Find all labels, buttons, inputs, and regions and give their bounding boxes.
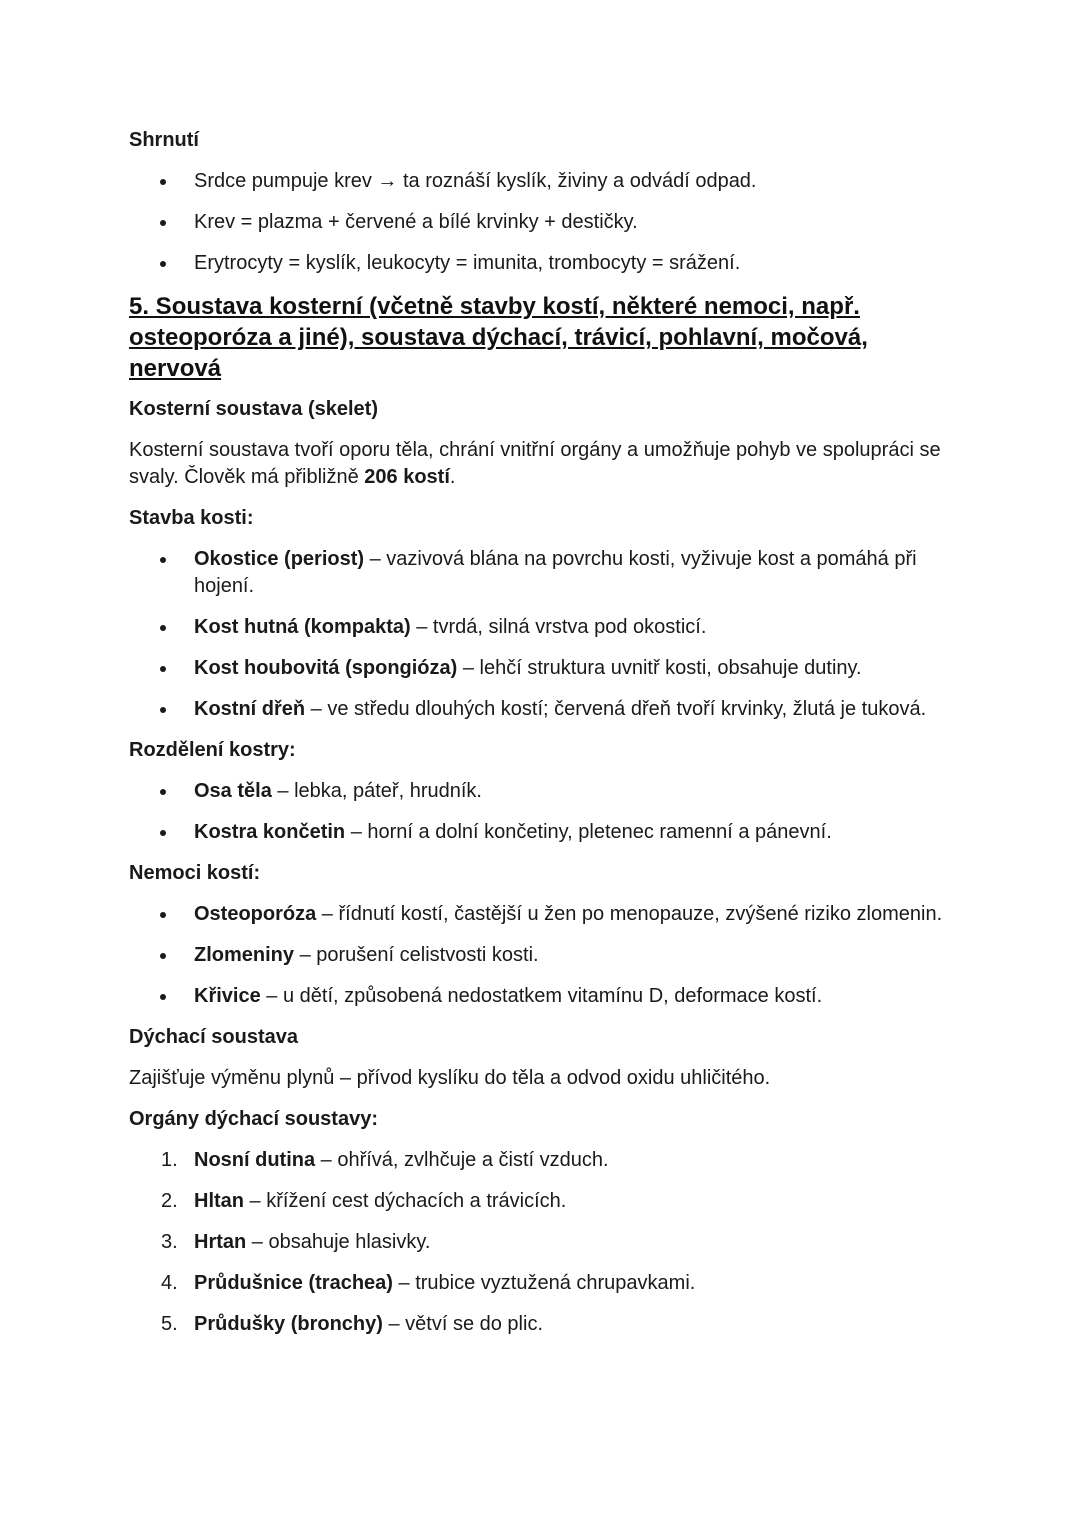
list-item xyxy=(129,901,959,928)
term: Hrtan xyxy=(194,1231,247,1253)
term: Kostní dřeň xyxy=(194,698,306,720)
item-number: 4. xyxy=(161,1272,178,1294)
list-item xyxy=(129,655,959,682)
list-item: Krev = plazma + červené a bílé krvinky + destičky. xyxy=(129,209,959,236)
term: Průdušky (bronchy) xyxy=(194,1313,383,1335)
term: Nosní dutina xyxy=(194,1149,316,1171)
list-item xyxy=(129,1311,959,1338)
organs-heading: Orgány dýchací soustavy: xyxy=(129,1108,378,1130)
description: – větví se do plic. xyxy=(382,1313,543,1335)
list-item: Erytrocyty = kyslík, leukocyty = imunita, trombocyty = srážení. xyxy=(129,250,959,277)
description: – porušení celistvosti kosti. xyxy=(294,944,539,966)
skeletal-intro xyxy=(129,437,959,491)
list-item xyxy=(129,1147,959,1174)
description: – horní a dolní končetiny, pletenec ramenní a pánevní. xyxy=(345,821,832,843)
skeletal-heading: Kosterní soustava (skelet) xyxy=(129,398,378,420)
term: Průdušnice (trachea) xyxy=(194,1272,393,1294)
description: – ohřívá, zvlhčuje a čistí vzduch. xyxy=(315,1149,609,1171)
term: Kost houbovitá (spongióza) xyxy=(194,657,458,679)
section-title: 5. Soustava kosterní (včetně stavby kostí, některé nemoci, např. osteoporóza a jiné), soustava dýchací, trávicí, pohlavní, močová, nervová xyxy=(129,293,868,382)
list-item xyxy=(129,546,959,600)
description: – obsahuje hlasivky. xyxy=(246,1231,431,1253)
list-item xyxy=(129,1229,959,1256)
term: Okostice (periost) xyxy=(194,548,365,570)
description: – lebka, páteř, hrudník. xyxy=(271,780,482,802)
organs-list xyxy=(129,1147,959,1338)
term: Zlomeniny xyxy=(194,944,295,966)
intro-bold: 206 kostí xyxy=(364,466,450,488)
list-item xyxy=(129,778,959,805)
respiratory-heading: Dýchací soustava xyxy=(129,1026,298,1048)
structure-list xyxy=(129,546,959,723)
list-item xyxy=(129,1188,959,1215)
item-number: 2. xyxy=(161,1190,178,1212)
structure-heading: Stavba kosti: xyxy=(129,507,254,529)
description: – tvrdá, silná vrstva pod okosticí. xyxy=(410,616,707,638)
list-item: Srdce pumpuje krev → ta roznáší kyslík, živiny a odvádí odpad. xyxy=(129,168,959,195)
item-number: 5. xyxy=(161,1313,178,1335)
item-number: 1. xyxy=(161,1149,178,1171)
respiratory-intro: Zajišťuje výměnu plynů – přívod kyslíku do těla a odvod oxidu uhličitého. xyxy=(129,1067,771,1089)
intro-text: Kosterní soustava tvoří oporu těla, chrání vnitřní orgány a umožňuje pohyb ve spolupráci se svaly. Člověk má přibližně xyxy=(129,439,941,488)
list-item xyxy=(129,1270,959,1297)
description: – vazivová blána na povrchu kosti, vyživuje kost a pomáhá při hojení. xyxy=(194,548,917,597)
description: – u dětí, způsobená nedostatkem vitamínu D, deformace kostí. xyxy=(260,985,823,1007)
description: – řídnutí kostí, častější u žen po menopauze, zvýšené riziko zlomenin. xyxy=(316,903,943,925)
item-number: 3. xyxy=(161,1231,178,1253)
description: – křížení cest dýchacích a trávicích. xyxy=(244,1190,567,1212)
division-heading: Rozdělení kostry: xyxy=(129,739,296,761)
term: Kostra končetin xyxy=(194,821,346,843)
division-list xyxy=(129,778,959,846)
term: Osa těla xyxy=(194,780,272,802)
term: Kost hutná (kompakta) xyxy=(194,616,411,638)
diseases-list xyxy=(129,901,959,1010)
diseases-heading: Nemoci kostí: xyxy=(129,862,261,884)
list-item xyxy=(129,614,959,641)
list-item xyxy=(129,942,959,969)
list-item xyxy=(129,696,959,723)
description: – trubice vyztužená chrupavkami. xyxy=(392,1272,696,1294)
list-item xyxy=(129,819,959,846)
summary-heading: Shrnutí xyxy=(129,129,199,151)
summary-list xyxy=(129,168,959,277)
intro-end: . xyxy=(449,466,456,488)
document-page xyxy=(129,127,959,1352)
term: Křivice xyxy=(194,985,261,1007)
description: – ve středu dlouhých kostí; červená dřeň tvoří krvinky, žlutá je tuková. xyxy=(305,698,927,720)
list-item xyxy=(129,983,959,1010)
term: Hltan xyxy=(194,1190,244,1212)
description: – lehčí struktura uvnitř kosti, obsahuje dutiny. xyxy=(457,657,862,679)
term: Osteoporóza xyxy=(194,903,317,925)
